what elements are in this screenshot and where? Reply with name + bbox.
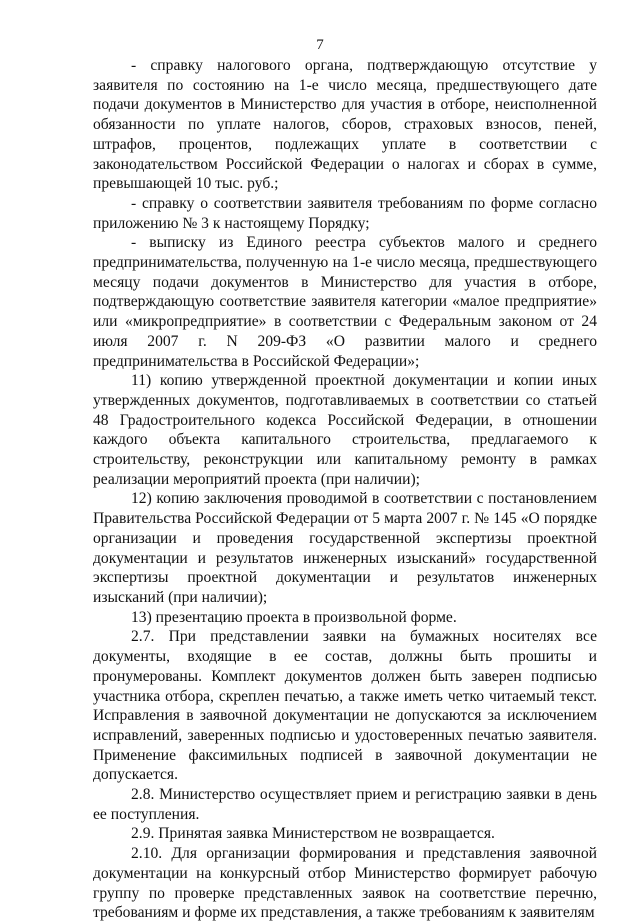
paragraph-section-2-10: 2.10. Для организации формирования и представления заявочной документации на конкурсный отбор Министерство формирует рабочую группу по проверке представленных заявок на соответствие перечню, требованиям и форме их представления, а также требованиям к заявителям bbox=[93, 845, 597, 922]
paragraph-section-2-8: 2.8. Министерство осуществляет прием и регистрацию заявки в день ее поступления. bbox=[93, 786, 597, 823]
paragraph-item-12: 12) копию заключения проводимой в соответствии с постановлением Правительства Российской Федерации от 5 марта 2007 г. № 145 «О порядке организации и проведения государственной экспертизы проектной документации и результатов инженерных изысканий» государственной экспертизы проектной документации и результатов инженерных изысканий (при наличии); bbox=[93, 490, 597, 606]
paragraph-compliance-certificate: - справку о соответствии заявителя требованиям по форме согласно приложению № 3 к настоящему Порядку; bbox=[93, 194, 597, 232]
paragraph-section-2-7: 2.7. При представлении заявки на бумажных носителях все документы, входящие в ее состав, должны быть прошиты и пронумерованы. Комплект документов должен быть заверен подписью участника отбора, скреплен печатью, а также иметь четко читаемый текст. Исправления в заявочной документации не допускаются за исключением исправлений, заверенных подписью и удостоверенных печатью заявителя. Применение факсимильных подписей в заявочной документации не допускается. bbox=[93, 628, 597, 784]
document-body bbox=[93, 56, 597, 923]
paragraph-section-2-9: 2.9. Принятая заявка Министерством не возвращается. bbox=[131, 825, 495, 843]
page-number: 7 bbox=[316, 37, 324, 53]
paragraph-sme-registry-extract: - выписку из Единого реестра субъектов малого и среднего предпринимательства, полученную на 1-е число месяца, предшествующего месяцу подачи документов в Министерство для участия в отборе, подтверждающую соответствие заявителя категории «малое предприятие» или «микропредприятие» в соответствии с Федеральным законом от 24 июля 2007 г. N 209-ФЗ «О развитии малого и среднего предпринимательства в Российской Федерации»; bbox=[93, 234, 597, 370]
paragraph-item-13: 13) презентацию проекта в произвольной форме. bbox=[131, 608, 457, 626]
paragraph-tax-certificate: - справку налогового органа, подтверждающую отсутствие у заявителя по состоянию на 1-е число месяца, предшествующего дате подачи документов в Министерство для участия в отборе, неисполненной обязанности по уплате налогов, сборов, страховых взносов, пеней, штрафов, процентов, подлежащих уплате в соответствии с законодательством Российской Федерации о налогах и сборах в сумме, превышающей 10 тыс. руб.; bbox=[93, 57, 597, 193]
paragraph-item-11: 11) копию утвержденной проектной документации и копии иных утвержденных документов, подготавливаемых в соответствии со статьей 48 Градостроительного кодекса Российской Федерации, в отношении каждого объекта капитального строительства, предлагаемого к строительству, реконструкции или капитальному ремонту в рамках реализации мероприятий проекта (при наличии); bbox=[93, 372, 597, 488]
